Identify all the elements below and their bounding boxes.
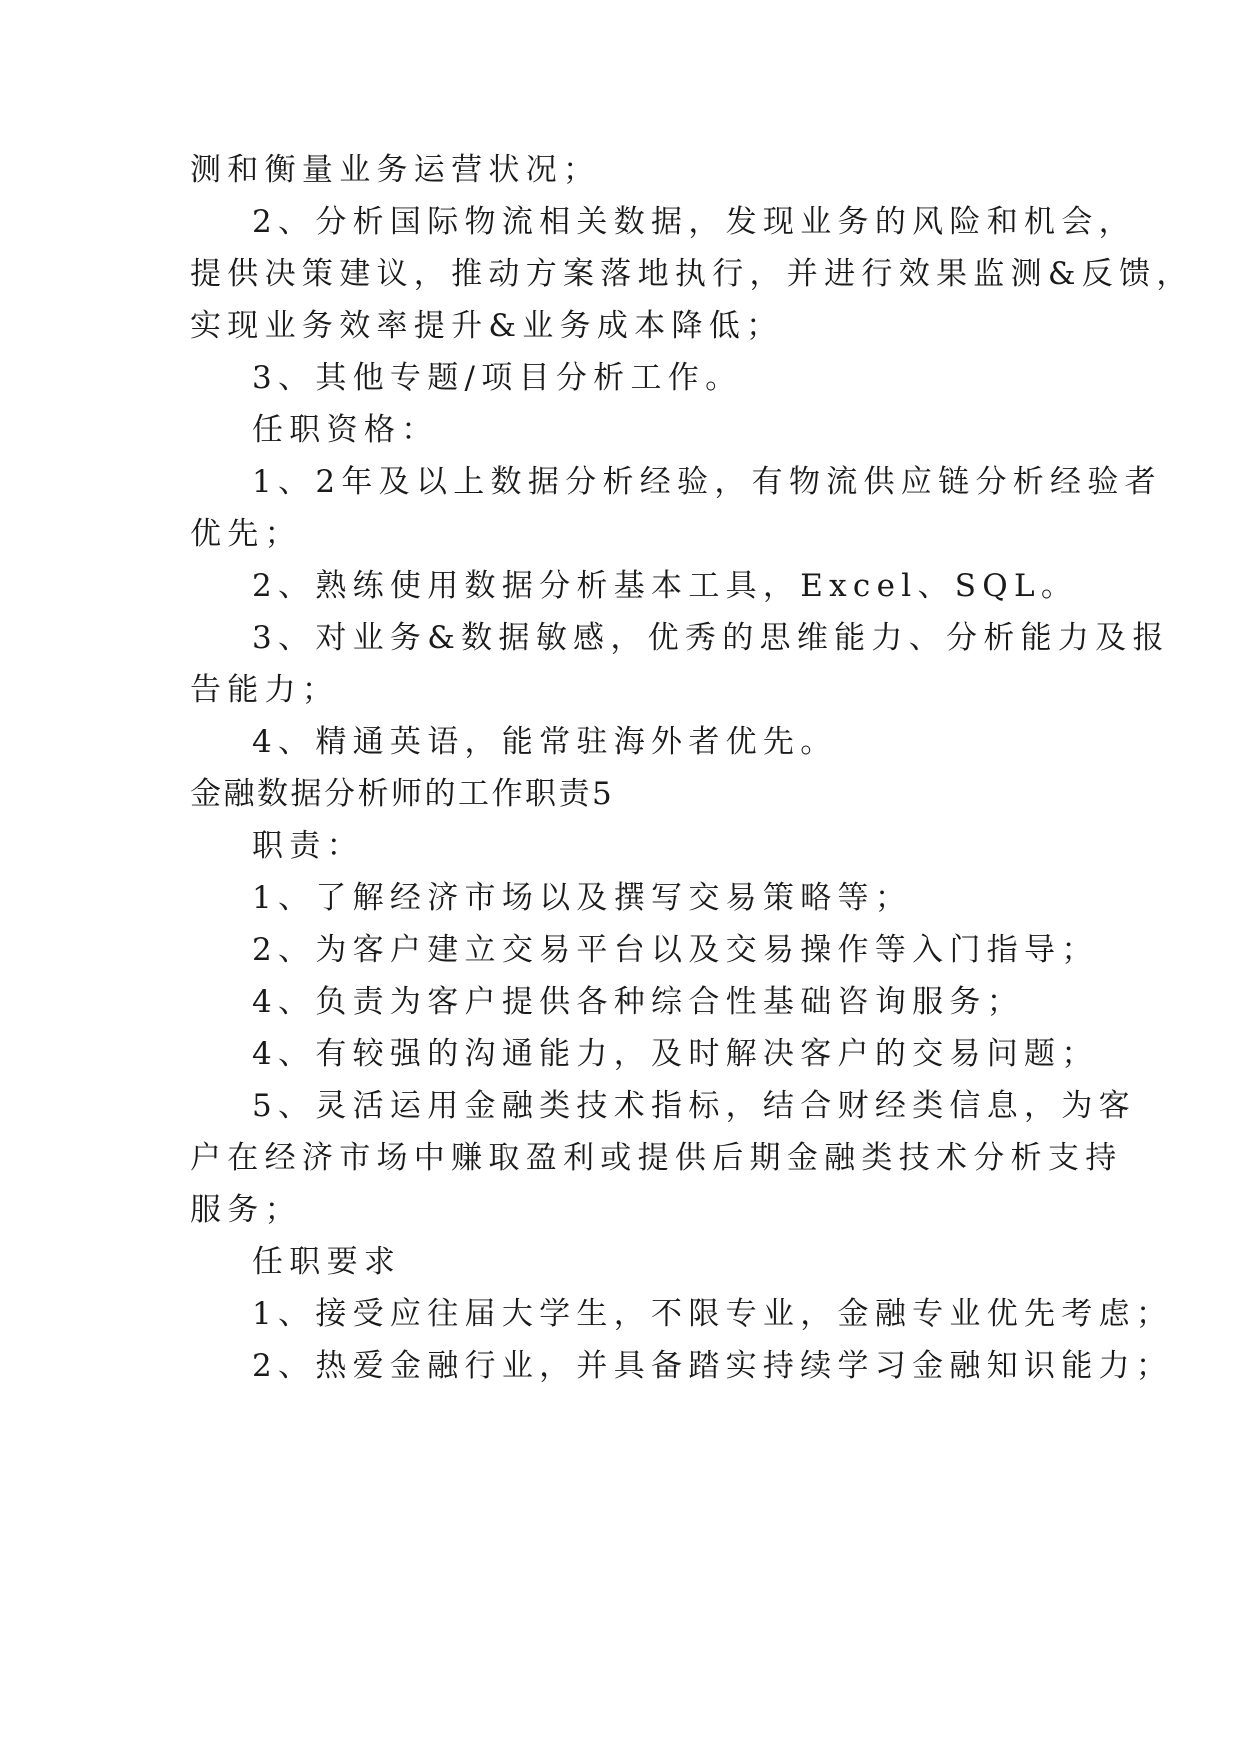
paragraph-line: 服务；	[190, 1192, 302, 1228]
section-heading: 金融数据分析师的工作职责5	[190, 776, 615, 812]
section-label: 任职资格：	[252, 412, 439, 448]
paragraph-line: 告能力；	[190, 672, 340, 708]
paragraph-line: 3、其他专题/项目分析工作。	[252, 360, 743, 396]
paragraph-line: 实现业务效率提升&业务成本降低；	[190, 308, 784, 344]
paragraph-line: 测和衡量业务运营状况；	[190, 152, 601, 188]
paragraph-line: 4、负责为客户提供各种综合性基础咨询服务；	[252, 984, 1025, 1020]
paragraph-line: 2、为客户建立交易平台以及交易操作等入门指导；	[252, 932, 1099, 968]
paragraph-line: 1、了解经济市场以及撰写交易策略等；	[252, 880, 913, 916]
section-label: 职责：	[252, 828, 364, 864]
paragraph-line: 优先；	[190, 516, 302, 552]
paragraph-line: 4、有较强的沟通能力，及时解决客户的交易问题；	[252, 1036, 1099, 1072]
paragraph-line: 1、2年及以上数据分析经验，有物流供应链分析经验者	[252, 464, 1162, 500]
paragraph-line: 2、分析国际物流相关数据，发现业务的风险和机会，	[252, 204, 1136, 240]
paragraph-line: 5、灵活运用金融类技术指标，结合财经类信息，为客	[252, 1088, 1136, 1124]
paragraph-line: 1、接受应往届大学生，不限专业，金融专业优先考虑；	[252, 1296, 1174, 1332]
section-label: 任职要求	[252, 1244, 402, 1280]
paragraph-line: 户在经济市场中赚取盈利或提供后期金融类技术分析支持	[190, 1140, 1123, 1176]
paragraph-line: 2、熟练使用数据分析基本工具，Excel、SQL。	[252, 568, 1079, 604]
paragraph-line: 2、热爱金融行业，并具备踏实持续学习金融知识能力；	[252, 1348, 1174, 1384]
paragraph-line: 4、精通英语，能常驻海外者优先。	[252, 724, 838, 760]
paragraph-line: 提供决策建议，推动方案落地执行，并进行效果监测&反馈，	[190, 256, 1194, 292]
paragraph-line: 3、对业务&数据敏感，优秀的思维能力、分析能力及报	[252, 620, 1170, 656]
